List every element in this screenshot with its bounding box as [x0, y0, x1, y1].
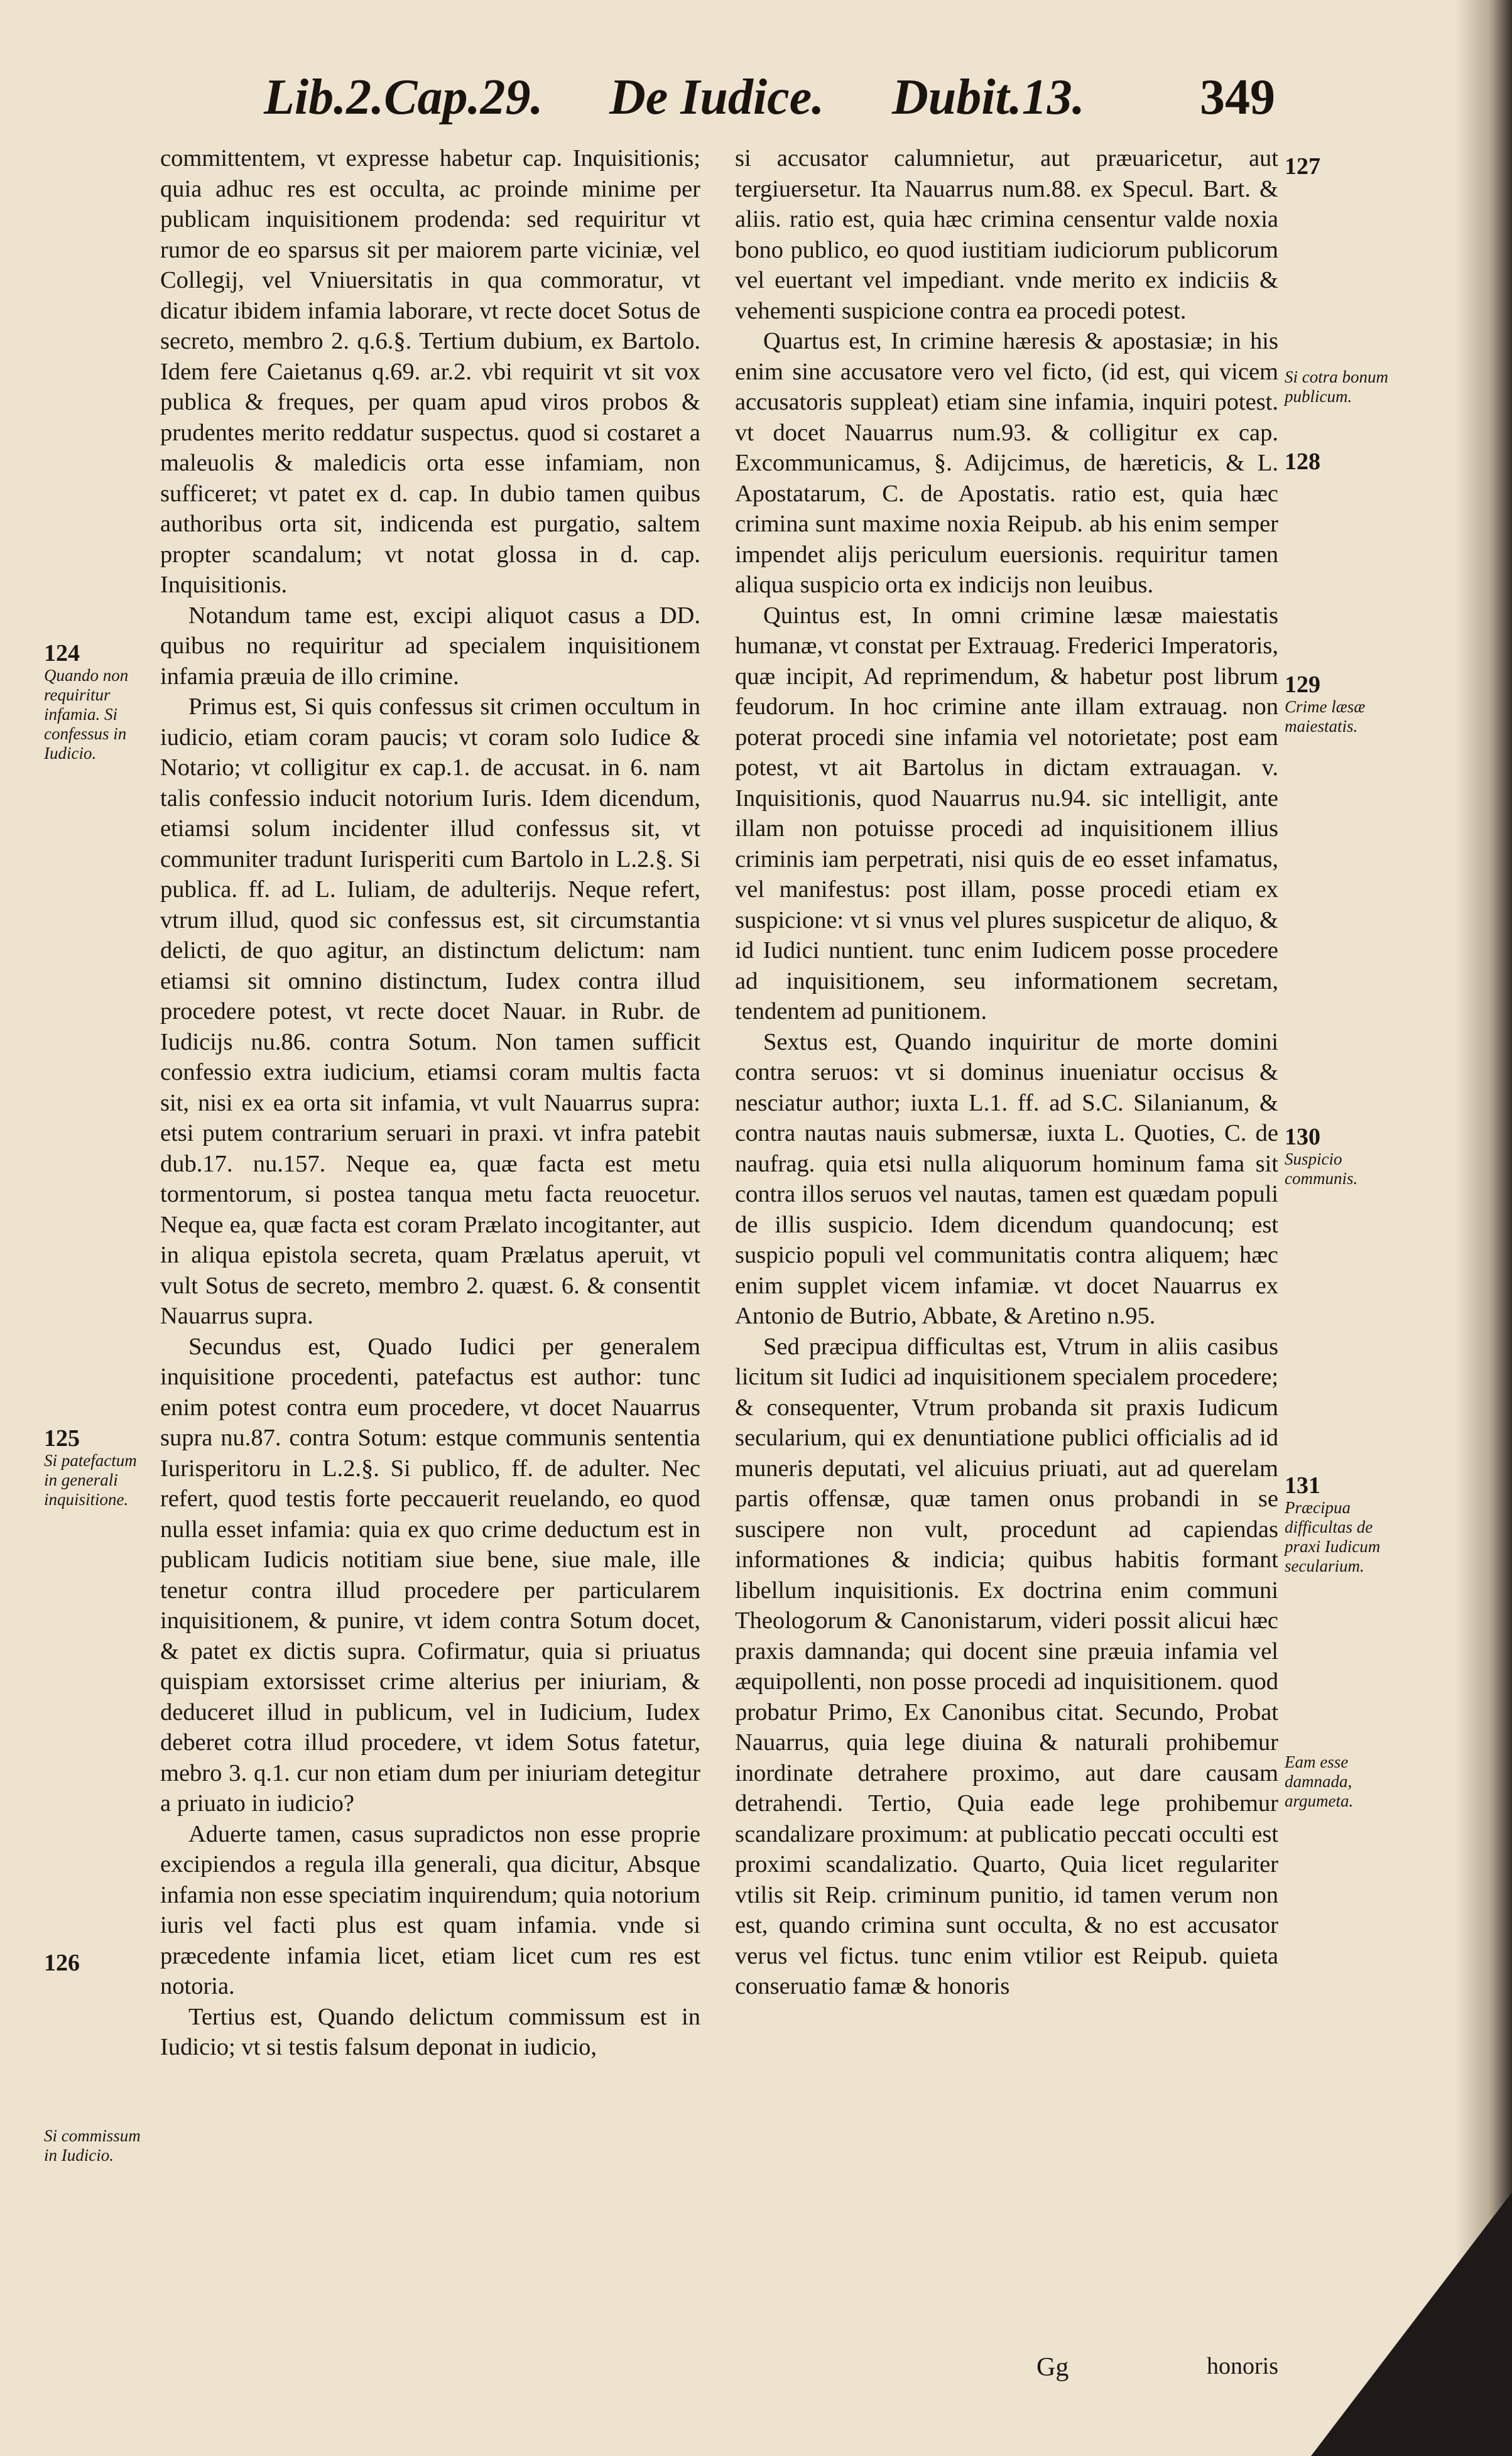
running-head: [264, 69, 1275, 138]
margin-note-text: Præcipua difficultas de praxi Iudicum secularium.: [1285, 1498, 1381, 1575]
margin-note-text: Crime læsæ maiestatis.: [1285, 697, 1366, 736]
paragraph: Primus est, Si quis confessus sit crimen occultum in iudicio, etiam coram paucis; vt coram solo Iudice & Notario; vt colligitur ex cap.1. de accusat. in 6. nam talis confessio inducit notorium Iuris. Idem dicendum, etiamsi solum incidenter illud confessus sit, vt communiter tradunt Iurisperiti cum Bartolo in L.2.§. Si publica. ff. ad L. Iuliam, de adulterijs. Neque refert, vtrum illud, quod sic confessus est, sit circumstantia delicti, de quo agitur, an distinctum delictum: nam etiamsi sit omnino distinctum, Iudex contra illud procedere potest, vt recte docet Nauar. in Rubr. de Iudicijs nu.86. contra Sotum. Non tamen sufficit confessio extra iudicium, etiamsi coram multis facta sit, nisi ex ea orta sit infamia, vt vult Nauarrus supra: etsi putem contrarium seruari in praxi. vt infra patebit dub.17. nu.157. Neque ea, quæ facta est metu tormentorum, si postea tanqua metu facta reuocetur. Neque ea, quæ facta est coram Prælato incogitanter, aut in aliqua epistola secreta, quam Prælatus aperuit, vt vult Sotus de secreto, membro 2. quæst. 6. & consentit Nauarrus supra.: [160, 693, 700, 1329]
background-corner: [1311, 2192, 1512, 2456]
header-dubit: Dubit.13.: [892, 70, 1085, 125]
margin-note-number: 131: [1285, 1472, 1320, 1499]
header-title: De Iudice.: [609, 70, 825, 125]
margin-note: [44, 2126, 151, 2165]
paragraph: Sed præcipua difficultas est, Vtrum in aliis casibus licitum sit Iudici ad inquisitionem specialem procedere; & consequenter, Vtrum probanda sit praxis Iudicum secularium, qui ex denuntiatione publici officialis ad id muneris deputati, vel alicuius priuati, aut ad querelam partis offensæ, quæ tamen onus probandi in se suscipere non vult, procedunt ad capiendas informationes & indicia; quibus habitis formant libellum inquisitionis. Ex doctrina enim communi Theologorum & Canonistarum, videri possit alicui hæc praxis damnanda; qui docent sine præuia infamia vel æquipollenti, non posse procedi ad inquisitionem. quod probatur Primo, Ex Canonibus citat. Secundo, Probat Nauarrus, quia lege diuina & naturali prohibemur inordinate detrahere proximo, aut dare causam detrahendi. Tertio, Quia eade lege prohibemur scandalizare proximum: at publicatio peccati occulti est proximi scandalizatio. Quarto, Quia licet regulariter vtilis sit Reip. criminum punitio, id tamen verum non est, quando crimina sunt occulta, & no est accusator verus vel fictus. tunc enim vtilior est Reipub. quieta conseruatio famæ & honoris: [735, 1333, 1278, 1999]
paragraph: Quintus est, In omni crimine læsæ maiestatis humanæ, vt constat per Extrauag. Frederici Imperatoris, quæ incipit, Ad reprimendum, & habetur post librum feudorum. In hoc crimine ante illam extrauag. non poterat procedi sine infamia vel notorietate; post eam potest, vt ait Bartolus in dictam extrauagan. v. Inquisitionis, quod Nauarrus nu.94. sic intelligit, ante illam non potuisse procedi ad inquisitionem illius criminis iam perpetrati, nisi quis de eo esset infamatus, vel manifestus: post illam, posse procedi etiam ex suspicione: vt si vnus vel plures suspicetur de aliquo, & id Iudici nuntient. tunc enim Iudicem posse procedere ad inquisitionem, seu informationem secretam, tendentem ad punitionem.: [735, 602, 1278, 1024]
paragraph: Quartus est, In crimine hæresis & apostasiæ; in his enim sine accusatore vero vel ficto, (id est, qui vicem accusatoris suppleat) etiam sine infamia, inquiri potest. vt docet Nauarrus num.93. & colligitur ex cap. Excommunicamus, §. Adijcimus, de hæreticis, & L. Apostatarum, C. de Apostatis. ratio est, quia hæc crimina sunt maxime noxia Reipub. ab his enim semper impendet alijs periculum euersionis. requiritur tamen aliqua suspicio orta ex indicijs non leuibus.: [735, 328, 1278, 598]
margin-note: [1285, 1124, 1398, 1188]
right-text-column: [735, 143, 1278, 2002]
catchword: honoris: [1207, 2353, 1278, 2379]
paragraph: Notandum tame est, excipi aliquot casus a DD. quibus no requiritur ad specialem inquisitionem infamia præuia de illo crimine.: [160, 602, 700, 690]
margin-note-number: 124: [44, 640, 80, 666]
margin-note-number: 127: [1285, 153, 1320, 180]
margin-note: [1285, 672, 1398, 736]
paragraph: si accusator calumnietur, aut præuaricetur, aut tergiuersetur. Ita Nauarrus num.88. ex Specul. Bart. & aliis. ratio est, quia hæc crimina censentur valde noxia bono publico, eo quod iustitiam iudiciorum publicorum vel euertant vel impediant. vnde merito ex indiciis & vehementi suspicione contra ea procedi potest.: [735, 145, 1278, 324]
paragraph: Secundus est, Quado Iudici per generalem inquisitione procedenti, patefactus est author: tunc enim potest contra eum procedere, vt docet Nauarrus supra nu.87. contra Sotum: estque communis sententia Iurisperitoru in L.2.§. Si publico, ff. de adulter. Nec refert, quod testis forte peccauerit reuelando, eo quod nulla esset infamia: quia ex quo crime deductum est in publicam Iudicis notitiam siue bene, siue male, ille tenetur contra illud procedere per particularem inquisitionem, & punire, vt idem contra Sotum docet, & patet ex dictis supra. Cofirmatur, quia si priuatus quispiam extorsisset crime alterius per iniuriam, & deduceret illud in publicum, vel in Iudicium, Iudex deberet cotra illud procedere, vt idem Sotus fatetur, mebro 3. q.1. cur non etiam dum per iniuriam detegitur a priuato in iudicio?: [160, 1333, 700, 1817]
margin-note: [44, 1426, 151, 1509]
page-footer: [735, 2352, 1278, 2390]
margin-note: [1285, 1473, 1398, 1576]
margin-note: [1285, 1752, 1398, 1811]
page-number: 349: [1200, 70, 1275, 125]
paragraph: committentem, vt expresse habetur cap. Inquisitionis; quia adhuc res est occulta, ac proinde minime per publicam inquisitionem prodenda: sed requiritur vt rumor de eo sparsus sit per maiorem parte viciniæ, vel Collegij, vel Vniuersitatis in qua commoratur, vt dicatur ibidem infamia laborare, vt recte docet Sotus de secreto, membro 2. q.6.§. Tertium dubium, ex Bartolo. Idem fere Caietanus q.69. ar.2. vbi requirit vt sit vox publica & freques, per quam apud viros probos & prudentes merito reddatur suspectus. quod si costaret a maleuolis & maledicis orta esse infamiam, non sufficeret; vt patet ex d. cap. In dubio tamen quibus authoribus orta sit, indicenda est purgatio, saltem propter scandalum; vt notat glossa in d. cap. Inquisitionis.: [160, 145, 700, 598]
signature-mark: Gg: [1036, 2353, 1069, 2382]
margin-note-text: Eam esse damnada, argumeta.: [1285, 1752, 1354, 1810]
margin-note-text: Si patefactum in generali inquisitione.: [44, 1451, 137, 1509]
paragraph: Tertius est, Quando delictum commissum est in Iudicio; vt si testis falsum deponat in iudicio,: [160, 2003, 700, 2060]
margin-note-number: 126: [44, 1950, 80, 1976]
margin-note-text: Si commissum in Iudicio.: [44, 2126, 141, 2165]
margin-note-number: 129: [1285, 671, 1320, 698]
margin-note: [1285, 154, 1398, 179]
header-book: Lib.2.Cap.29.: [264, 70, 543, 125]
margin-note: [44, 1950, 151, 1975]
margin-note-number: 130: [1285, 1124, 1320, 1150]
margin-note-text: Quando non requiritur infamia. Si confessus in Iudicio.: [44, 666, 129, 763]
page-edge-shadow: [1455, 0, 1512, 2456]
paragraph: Sextus est, Quando inquiritur de morte domini contra seruos: vt si dominus inueniatur occisus & nesciatur author; iuxta L.1. ff. ad S.C. Silanianum, & contra nautas nauis submersæ, iuxta L. Quoties, C. de naufrag. quia etsi nulla aliquorum hominum fama sit contra illos seruos vel nautas, tamen est quædam populi de illis suspicio. Idem dicendum quandocunq; est suspicio populi vel communitatis contra aliquem; hæc enim supplet vicem infamiæ. vt docet Nauarrus ex Antonio de Butrio, Abbate, & Aretino n.95.: [735, 1028, 1278, 1329]
paragraph: Aduerte tamen, casus supradictos non esse proprie excipiendos a regula illa generali, qua dicitur, Absque infamia non esse speciatim inquirendum; quia notorium iuris vel facti plus est quam infamia. vnde si præcedente infamia licet, etiam licet cum res est notoria.: [160, 1820, 700, 1999]
margin-note-number: 128: [1285, 448, 1320, 475]
margin-note: [1285, 367, 1398, 406]
margin-note-number: 125: [44, 1425, 80, 1452]
margin-note-text: Suspicio communis.: [1285, 1149, 1358, 1188]
margin-note-text: Si cotra bonum publicum.: [1285, 367, 1388, 406]
margin-note: [1285, 449, 1398, 474]
left-text-column: [160, 143, 700, 2063]
margin-note: [44, 641, 151, 763]
